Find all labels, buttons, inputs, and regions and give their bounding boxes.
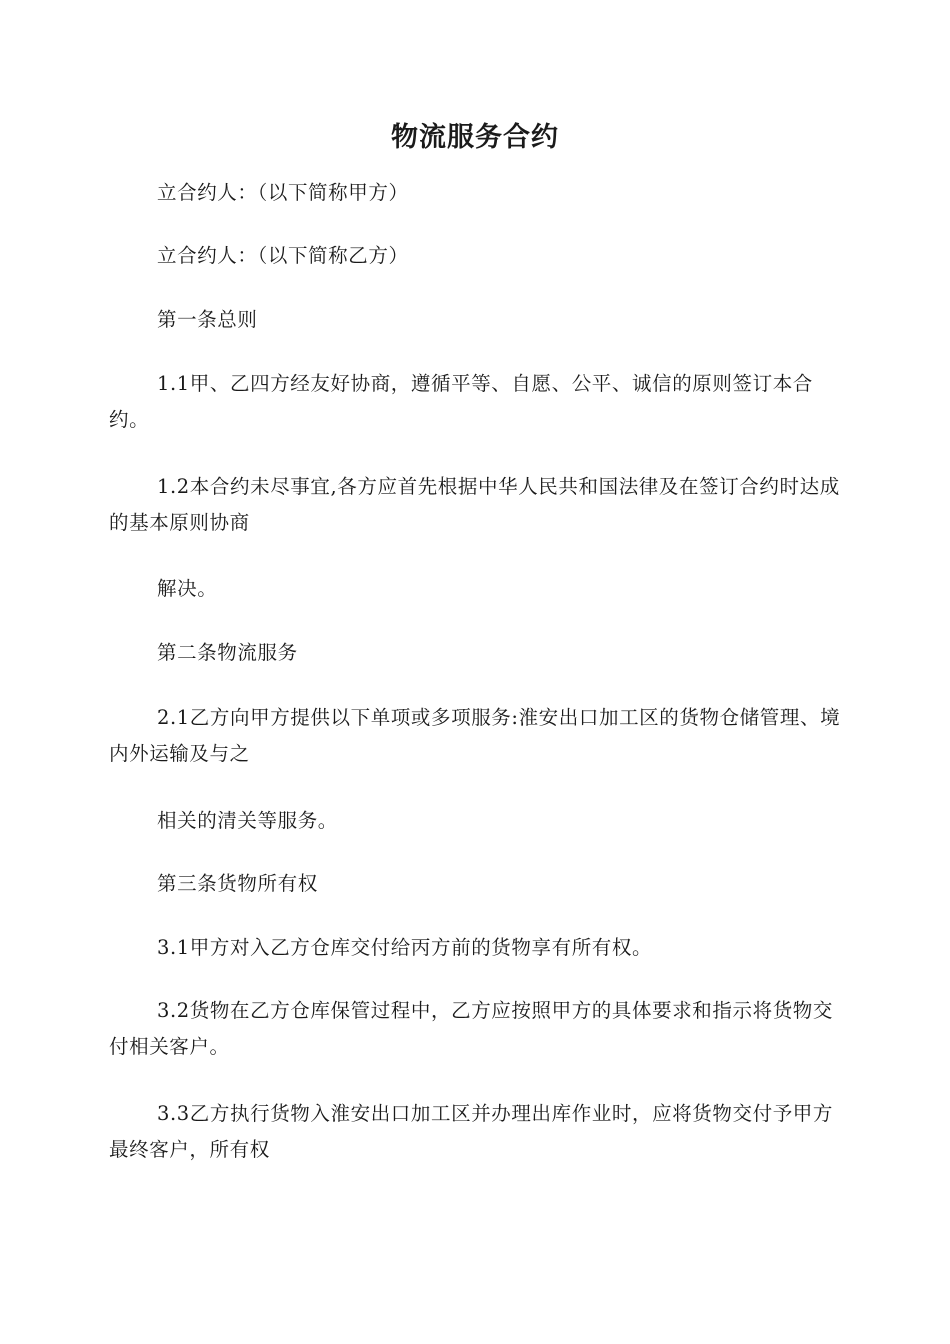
clause-2-1: 2.1乙方向甲方提供以下单项或多项服务:淮安出口加工区的货物仓储管理、境内外运输及与之 — [109, 706, 841, 765]
article-1-heading: 第一条总则 — [157, 308, 258, 331]
clause-2-1-continued: 相关的清关等服务。 — [157, 809, 338, 832]
party-a-line: 立合约人：（以下简称甲方） — [157, 181, 409, 204]
article-3-heading: 第三条货物所有权 — [157, 872, 318, 895]
clause-1-2-continued: 解决。 — [157, 577, 218, 600]
clause-1-2: 1.2本合约未尽事宜,各方应首先根据中华人民共和国法律及在签订合约时达成的基本原则协商 — [109, 475, 840, 534]
clause-3-2: 3.2货物在乙方仓库保管过程中，乙方应按照甲方的具体要求和指示将货物交 付相关客户。 — [109, 999, 834, 1058]
document-title: 物流服务合约 — [391, 122, 559, 154]
party-b-line: 立合约人：（以下简称乙方） — [157, 244, 409, 267]
clause-1-1: 1.1甲、乙四方经友好协商，遵循平等、自愿、公平、诚信的原则签订本合约。 — [109, 372, 813, 431]
article-2-heading: 第二条物流服务 — [157, 641, 298, 664]
clause-3-1: 3.1甲方对入乙方仓库交付给丙方前的货物享有所有权。 — [157, 936, 653, 959]
clause-3-3: 3.3乙方执行货物入淮安出口加工区并办理出库作业时，应将货物交付予甲方 最终客户，所有权 — [109, 1102, 834, 1161]
